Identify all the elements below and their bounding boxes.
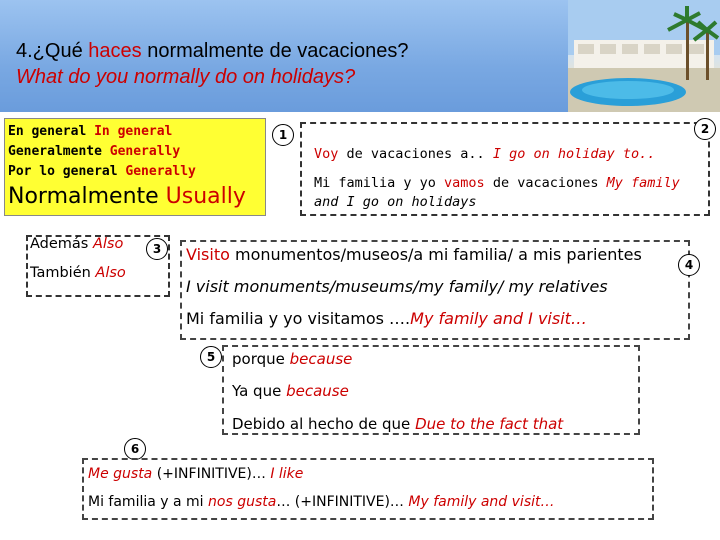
title-spanish-verb: haces bbox=[88, 40, 142, 62]
travel-line-2-mid: de vacaciones bbox=[484, 175, 607, 191]
verb-vamos: vamos bbox=[444, 175, 485, 191]
connector-es: Además bbox=[30, 236, 89, 252]
likes-line-1 bbox=[88, 466, 303, 482]
likes-line-1-mid: (+INFINITIVE)… bbox=[152, 466, 271, 482]
travel-line-2-pre: Mi familia y yo bbox=[314, 175, 445, 191]
number-badge-2: 2 bbox=[694, 118, 716, 140]
phrase-en: Generally bbox=[125, 164, 196, 179]
travel-line-2 bbox=[314, 175, 680, 191]
likes-line-2 bbox=[88, 494, 555, 510]
time-phrase-2 bbox=[8, 144, 180, 159]
visit-line-1-rest: monumentos/museos/a mi familia/ a mis parientes bbox=[229, 245, 642, 264]
reason-line-2 bbox=[232, 382, 349, 400]
time-phrase-big bbox=[8, 184, 246, 209]
reason-es: porque bbox=[232, 350, 285, 368]
visit-line-2: I visit monuments/museums/my family/ my relatives bbox=[186, 277, 608, 296]
phrase-es: Normalmente bbox=[8, 184, 159, 209]
connector-tambien bbox=[30, 265, 126, 281]
likes-nos-gusta: nos gusta bbox=[208, 494, 277, 510]
number-badge-4: 4 bbox=[678, 254, 700, 276]
connector-es: También bbox=[30, 265, 91, 281]
visit-line-1 bbox=[186, 245, 642, 264]
phrase-es: En general bbox=[8, 124, 87, 139]
visit-line-3 bbox=[186, 309, 587, 328]
likes-line-1-en: I like bbox=[270, 466, 304, 482]
phrase-en: In general bbox=[94, 124, 173, 139]
number-badge-5: 5 bbox=[200, 346, 222, 368]
visit-line-3-es: Mi familia y yo visitamos …. bbox=[186, 309, 411, 328]
reason-line-1 bbox=[232, 350, 352, 368]
title-spanish-post: normalmente de vacaciones? bbox=[141, 40, 409, 62]
connector-en: Also bbox=[92, 236, 124, 252]
visit-line-3-en: My family and I visit… bbox=[410, 309, 587, 328]
likes-line-2-en: My family and visit… bbox=[408, 494, 555, 510]
title-spanish-pre: 4.¿Qué bbox=[16, 40, 89, 62]
verb-visito: Visito bbox=[186, 245, 230, 264]
number-badge-6: 6 bbox=[124, 438, 146, 460]
reason-es: Debido al hecho de que bbox=[232, 415, 411, 433]
reason-es: Ya que bbox=[232, 382, 282, 400]
travel-line-1-mid: de vacaciones a.. bbox=[338, 146, 485, 162]
resort-pool-photo bbox=[568, 0, 720, 112]
phrase-es: Generalmente bbox=[8, 144, 102, 159]
phrase-en: Usually bbox=[165, 184, 246, 209]
travel-line-1 bbox=[314, 146, 655, 162]
reason-line-3 bbox=[232, 415, 563, 433]
reason-en: because bbox=[289, 350, 353, 368]
travel-line-2-en: My family bbox=[606, 175, 680, 191]
phrase-es: Por lo general bbox=[8, 164, 118, 179]
title-spanish bbox=[16, 38, 408, 64]
reason-en: Due to the fact that bbox=[415, 415, 564, 433]
travel-line-3: and I go on holidays bbox=[314, 194, 477, 210]
reason-en: because bbox=[286, 382, 349, 400]
likes-line-2-mid: … (+INFINITIVE)… bbox=[276, 494, 409, 510]
number-badge-1: 1 bbox=[272, 124, 294, 146]
phrase-en: Generally bbox=[109, 144, 181, 159]
slide-title bbox=[16, 38, 408, 90]
time-phrase-3 bbox=[8, 164, 196, 179]
time-phrase-1 bbox=[8, 124, 172, 139]
likes-me-gusta: Me gusta bbox=[88, 466, 153, 482]
likes-line-2-pre: Mi familia y a mi bbox=[88, 494, 209, 510]
title-english: What do you normally do on holidays? bbox=[16, 66, 356, 88]
connector-ademas bbox=[30, 236, 123, 252]
verb-voy: Voy bbox=[314, 146, 339, 162]
connector-en: Also bbox=[95, 265, 126, 281]
travel-line-1-en: I go on holiday to.. bbox=[484, 146, 656, 162]
number-badge-3: 3 bbox=[146, 238, 168, 260]
